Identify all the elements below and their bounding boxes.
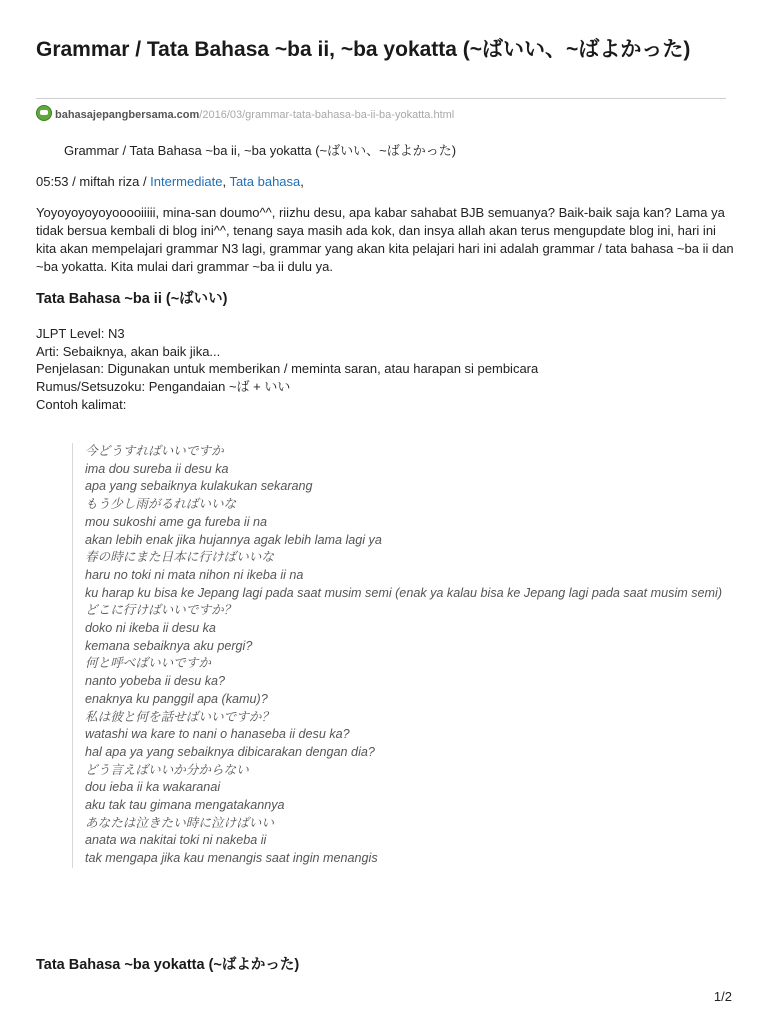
source-url[interactable] — [36, 105, 454, 123]
grammar-info — [36, 325, 736, 414]
example-line: haru no toki ni mata nihon ni ikeba ii na — [85, 567, 304, 582]
page-title: Grammar / Tata Bahasa ~ba ii, ~ba yokatta (~ばいい、~ばよかった) — [36, 38, 691, 61]
example-line: akan lebih enak jika hujannya agak lebih lama lagi ya — [85, 532, 382, 547]
example-line: kemana sebaiknya aku pergi? — [85, 638, 253, 653]
example-line: anata wa nakitai toki ni nakeba ii — [85, 833, 267, 848]
example-line: dou ieba ii ka wakaranai — [85, 780, 221, 795]
info-examples-label: Contoh kalimat: — [36, 396, 127, 412]
section-heading-ba-ii: Tata Bahasa ~ba ii (~ばいい) — [36, 291, 228, 307]
example-line: tak mengapa jika kau menangis saat ingin menangis — [85, 851, 378, 866]
example-line: 何と呼べばいいですか — [85, 656, 211, 671]
post-meta — [36, 173, 304, 191]
post-title: Grammar / Tata Bahasa ~ba ii, ~ba yokatta (~ばいい、~ばよかった) — [64, 143, 457, 158]
category-link-intermediate[interactable]: Intermediate — [150, 174, 223, 189]
example-line: enaknya ku panggil apa (kamu)? — [85, 691, 268, 706]
source-domain[interactable]: bahasajepangbersama.com — [55, 109, 200, 121]
example-line: もう少し雨がるればいいな — [85, 497, 237, 512]
example-line: ima dou sureba ii desu ka — [85, 461, 229, 476]
example-line: どこに行けばいいですか？ — [85, 603, 237, 618]
page-number: 1/2 — [713, 989, 732, 1004]
info-formula: Rumus/Setsuzoku: Pengandaian ~ば + いい — [36, 379, 291, 395]
category-link-tata-bahasa[interactable]: Tata bahasa — [229, 174, 301, 189]
example-line: ku harap ku bisa ke Jepang lagi pada saat musim semi (enak ya kalau bisa ke Jepang lagi pada saat musim semi) — [85, 585, 723, 600]
site-logo-icon — [36, 105, 52, 121]
info-jlpt-level: JLPT Level: N3 — [36, 326, 125, 341]
example-line: 今どうすればいいですか — [85, 444, 224, 458]
title-divider — [36, 98, 726, 99]
post-meta-suffix: , — [300, 174, 304, 189]
info-explanation: Penjelasan: Digunakan untuk memberikan / meminta saran, atau harapan si pembicara — [36, 361, 539, 377]
example-line: 春の時にまた日本に行けばいいな — [85, 550, 274, 565]
example-line: doko ni ikeba ii desu ka — [85, 621, 216, 636]
example-sentences — [72, 443, 725, 868]
intro-paragraph: Yoyoyoyoyoyooooiiiii, mina-san doumo^^, riizhu desu, apa kabar sahabat BJB semuanya? Baik-baik saja kan? Lama ya tidak bersua kembali di blog ini^^, tenang saya masih ada kok, dan insya allah akan terus mengupdate blog ini, hari ini kita akan mempelajari grammar N3 lagi, grammar yang akan kita pelajari hari ini adalah grammar / tata bahasa ~ba ii dan ~ba yokatta. Kita mulai dari grammar ~ba ii dulu ya. — [36, 205, 734, 274]
example-line: nanto yobeba ii desu ka? — [85, 674, 226, 689]
example-line: aku tak tau gimana mengatakannya — [85, 798, 285, 813]
post-meta-prefix: 05:53 / miftah riza / — [36, 174, 151, 189]
source-path[interactable]: /2016/03/grammar-tata-bahasa-ba-ii-ba-yokatta.html — [199, 109, 455, 121]
example-line: hal apa ya yang sebaiknya dibicarakan dengan dia? — [85, 744, 375, 759]
example-line: どう言えばいいか分からない — [85, 762, 249, 777]
example-line: あなたは泣きたい時に泣けばいい — [85, 815, 274, 830]
example-line: 私は彼と何を話せばいいですか？ — [85, 709, 274, 724]
example-line: mou sukoshi ame ga fureba ii na — [85, 514, 268, 529]
info-meaning: Arti: Sebaiknya, akan baik jika... — [36, 343, 221, 359]
example-line: watashi wa kare to nani o hanaseba ii desu ka? — [85, 727, 350, 742]
section-heading-ba-yokatta: Tata Bahasa ~ba yokatta (~ばよかった) — [36, 957, 300, 973]
category-separator: , — [222, 174, 230, 189]
example-line: apa yang sebaiknya kulakukan sekarang — [85, 479, 313, 494]
